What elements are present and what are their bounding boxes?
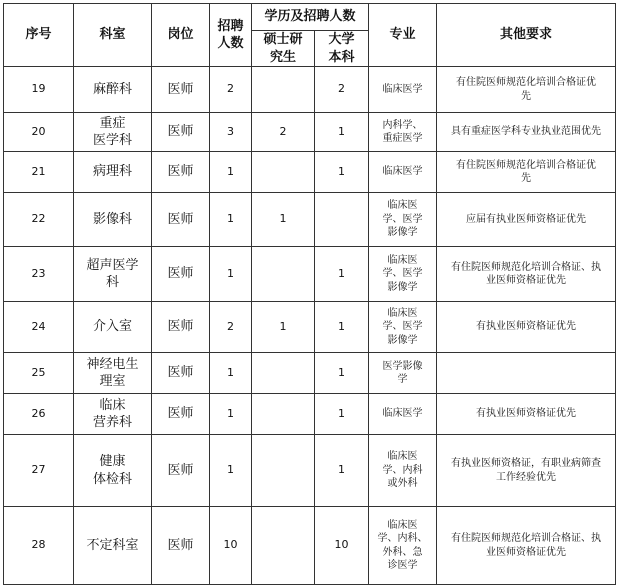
cell-master <box>252 507 315 585</box>
cell-post: 医师 <box>152 435 210 507</box>
cell-major: 医学影像 学 <box>369 353 437 394</box>
cell-dept: 临床 营养科 <box>74 394 152 435</box>
cell-post: 医师 <box>152 67 210 113</box>
cell-dept: 介入室 <box>74 302 152 353</box>
cell-seq: 19 <box>4 67 74 113</box>
cell-dept: 重症 医学科 <box>74 113 152 152</box>
header-major: 专业 <box>369 4 437 67</box>
cell-post: 医师 <box>152 247 210 302</box>
cell-seq: 23 <box>4 247 74 302</box>
table-row <box>4 302 616 353</box>
cell-major: 临床医学 <box>369 152 437 193</box>
cell-post: 医师 <box>152 353 210 394</box>
cell-bachelor: 1 <box>315 302 369 353</box>
cell-dept: 影像科 <box>74 193 152 247</box>
cell-seq: 22 <box>4 193 74 247</box>
header-edu-group: 学历及招聘人数 <box>252 4 369 31</box>
cell-bachelor: 1 <box>315 152 369 193</box>
cell-seq: 21 <box>4 152 74 193</box>
cell-master <box>252 67 315 113</box>
cell-major: 临床医 学、内科 或外科 <box>369 435 437 507</box>
cell-major: 内科学、 重症医学 <box>369 113 437 152</box>
cell-bachelor <box>315 193 369 247</box>
cell-major: 临床医学 <box>369 67 437 113</box>
header-other: 其他要求 <box>437 4 616 67</box>
table-row <box>4 435 616 507</box>
table-row <box>4 113 616 152</box>
cell-master: 1 <box>252 302 315 353</box>
cell-seq: 24 <box>4 302 74 353</box>
cell-post: 医师 <box>152 193 210 247</box>
cell-requirement: 有执业医师资格证，有职业病筛查 工作经验优先 <box>437 435 616 507</box>
cell-master <box>252 353 315 394</box>
table-row <box>4 67 616 113</box>
table-row <box>4 353 616 394</box>
cell-master <box>252 435 315 507</box>
table-row <box>4 247 616 302</box>
cell-bachelor: 10 <box>315 507 369 585</box>
cell-seq: 25 <box>4 353 74 394</box>
cell-bachelor: 1 <box>315 113 369 152</box>
cell-dept: 麻醉科 <box>74 67 152 113</box>
cell-master <box>252 247 315 302</box>
cell-post: 医师 <box>152 113 210 152</box>
cell-hire: 2 <box>210 302 252 353</box>
header-seq: 序号 <box>4 4 74 67</box>
cell-seq: 27 <box>4 435 74 507</box>
cell-requirement: 有执业医师资格证优先 <box>437 394 616 435</box>
table-row <box>4 507 616 585</box>
cell-bachelor: 1 <box>315 435 369 507</box>
cell-dept: 病理科 <box>74 152 152 193</box>
cell-major: 临床医学 <box>369 394 437 435</box>
header-master: 硕士研 究生 <box>252 31 315 67</box>
cell-seq: 20 <box>4 113 74 152</box>
cell-bachelor: 1 <box>315 353 369 394</box>
cell-bachelor: 1 <box>315 247 369 302</box>
header-hire-count: 招聘 人数 <box>210 4 252 67</box>
cell-requirement: 应届有执业医师资格证优先 <box>437 193 616 247</box>
cell-master: 1 <box>252 193 315 247</box>
cell-requirement <box>437 353 616 394</box>
cell-major: 临床医 学、医学 影像学 <box>369 247 437 302</box>
cell-hire: 3 <box>210 113 252 152</box>
table-row <box>4 394 616 435</box>
cell-hire: 10 <box>210 507 252 585</box>
cell-post: 医师 <box>152 394 210 435</box>
cell-requirement: 有住院医师规范化培训合格证、执 业医师资格证优先 <box>437 247 616 302</box>
cell-requirement: 有住院医师规范化培训合格证优 先 <box>437 67 616 113</box>
cell-post: 医师 <box>152 152 210 193</box>
cell-dept: 超声医学 科 <box>74 247 152 302</box>
cell-hire: 1 <box>210 193 252 247</box>
cell-master <box>252 152 315 193</box>
table-row <box>4 152 616 193</box>
cell-master <box>252 394 315 435</box>
cell-requirement: 具有重症医学科专业执业范围优先 <box>437 113 616 152</box>
cell-hire: 1 <box>210 394 252 435</box>
cell-dept: 神经电生 理室 <box>74 353 152 394</box>
cell-hire: 1 <box>210 152 252 193</box>
cell-dept: 健康 体检科 <box>74 435 152 507</box>
cell-requirement: 有住院医师规范化培训合格证、执 业医师资格证优先 <box>437 507 616 585</box>
cell-seq: 26 <box>4 394 74 435</box>
cell-seq: 28 <box>4 507 74 585</box>
table-row <box>4 193 616 247</box>
cell-hire: 1 <box>210 353 252 394</box>
header-dept: 科室 <box>74 4 152 67</box>
cell-master: 2 <box>252 113 315 152</box>
header-bachelor: 大学 本科 <box>315 31 369 67</box>
cell-bachelor: 1 <box>315 394 369 435</box>
cell-hire: 1 <box>210 435 252 507</box>
recruitment-table <box>3 3 616 585</box>
cell-post: 医师 <box>152 302 210 353</box>
cell-hire: 1 <box>210 247 252 302</box>
cell-requirement: 有执业医师资格证优先 <box>437 302 616 353</box>
cell-post: 医师 <box>152 507 210 585</box>
cell-dept: 不定科室 <box>74 507 152 585</box>
cell-bachelor: 2 <box>315 67 369 113</box>
cell-requirement: 有住院医师规范化培训合格证优 先 <box>437 152 616 193</box>
cell-major: 临床医 学、内科、 外科、急 诊医学 <box>369 507 437 585</box>
header-post: 岗位 <box>152 4 210 67</box>
cell-hire: 2 <box>210 67 252 113</box>
cell-major: 临床医 学、医学 影像学 <box>369 193 437 247</box>
cell-major: 临床医 学、医学 影像学 <box>369 302 437 353</box>
